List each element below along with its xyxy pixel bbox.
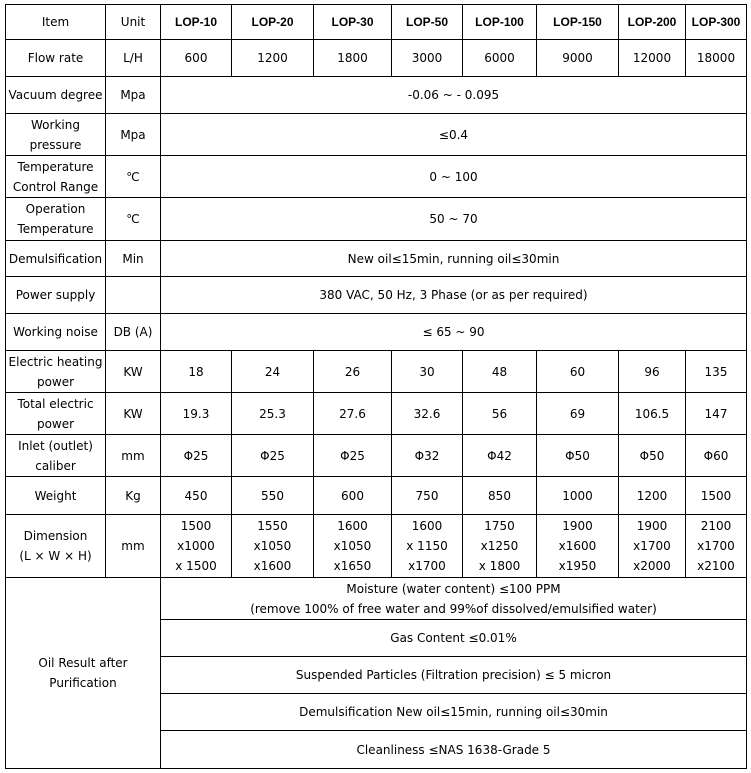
row-label: Weight: [6, 477, 106, 515]
model-header: LOP-300: [686, 5, 747, 40]
value-cell: 12000: [619, 40, 686, 77]
row-unit: mm: [106, 515, 161, 578]
row-label: Demulsification: [6, 241, 106, 277]
value-cell: 3000: [392, 40, 463, 77]
row-label: Flow rate: [6, 40, 106, 77]
row-label: Electric heating power: [6, 351, 106, 393]
moisture-cell: Moisture (water content) ≤100 PPM (remove 100% of free water and 99%of dissolved/emulsified water): [161, 578, 747, 620]
value-cell: Φ25: [161, 435, 232, 477]
value-cell: Φ50: [619, 435, 686, 477]
value-cell: 25.3: [232, 393, 314, 435]
model-header: LOP-10: [161, 5, 232, 40]
row-unit: ℃: [106, 198, 161, 241]
power-supply-row: [6, 277, 747, 314]
value-cell: 60: [537, 351, 619, 393]
value-cell: 9000: [537, 40, 619, 77]
model-header: LOP-200: [619, 5, 686, 40]
row-unit: L/H: [106, 40, 161, 77]
value-cell: 19.3: [161, 393, 232, 435]
merged-value: 50 ~ 70: [161, 198, 747, 241]
demulsification-row: [6, 241, 747, 277]
value-cell: 1000: [537, 477, 619, 515]
row-unit: mm: [106, 435, 161, 477]
value-cell: 550: [232, 477, 314, 515]
flow-rate-row: [6, 40, 747, 77]
model-header: LOP-30: [314, 5, 392, 40]
row-unit: Mpa: [106, 77, 161, 114]
value-cell: 1500: [686, 477, 747, 515]
value-cell: 1800: [314, 40, 392, 77]
merged-value: 0 ~ 100: [161, 156, 747, 198]
value-cell: 56: [463, 393, 537, 435]
value-cell: 48: [463, 351, 537, 393]
row-label: Temperature Control Range: [6, 156, 106, 198]
row-label: Operation Temperature: [6, 198, 106, 241]
value-cell: 26: [314, 351, 392, 393]
model-header: LOP-50: [392, 5, 463, 40]
spec-table: [5, 4, 747, 769]
value-cell: 6000: [463, 40, 537, 77]
dimension-cell: 1500 x1000 x 1500: [161, 515, 232, 578]
value-cell: Φ50: [537, 435, 619, 477]
value-cell: 32.6: [392, 393, 463, 435]
heating-power-row: [6, 351, 747, 393]
cleanliness-cell: Cleanliness ≤NAS 1638-Grade 5: [161, 731, 747, 769]
value-cell: 135: [686, 351, 747, 393]
model-header: LOP-100: [463, 5, 537, 40]
merged-value: ≤0.4: [161, 114, 747, 156]
row-unit: Kg: [106, 477, 161, 515]
row-unit: KW: [106, 393, 161, 435]
gas-content-cell: Gas Content ≤0.01%: [161, 620, 747, 657]
value-cell: 18: [161, 351, 232, 393]
working-pressure-row: [6, 114, 747, 156]
merged-value: 380 VAC, 50 Hz, 3 Phase (or as per required): [161, 277, 747, 314]
value-cell: 600: [161, 40, 232, 77]
value-cell: 850: [463, 477, 537, 515]
value-cell: 106.5: [619, 393, 686, 435]
dimension-cell: 1900 x1600 x1950: [537, 515, 619, 578]
value-cell: 27.6: [314, 393, 392, 435]
row-unit: ℃: [106, 156, 161, 198]
merged-value: New oil≤15min, running oil≤30min: [161, 241, 747, 277]
dimension-cell: 1600 x 1150 x1700: [392, 515, 463, 578]
dimension-cell: 1550 x1050 x1600: [232, 515, 314, 578]
weight-row: [6, 477, 747, 515]
temp-range-row: [6, 156, 747, 198]
row-label: Total electric power: [6, 393, 106, 435]
row-unit: DB (A): [106, 314, 161, 351]
value-cell: Φ32: [392, 435, 463, 477]
value-cell: 750: [392, 477, 463, 515]
dimension-cell: 1600 x1050 x1650: [314, 515, 392, 578]
item-header: Item: [6, 5, 106, 40]
row-label: Dimension (L × W × H): [6, 515, 106, 578]
row-unit: KW: [106, 351, 161, 393]
unit-header: Unit: [106, 5, 161, 40]
total-power-row: [6, 393, 747, 435]
value-cell: Φ25: [232, 435, 314, 477]
dimension-cell: 2100 x1700 x2100: [686, 515, 747, 578]
row-label: Inlet (outlet) caliber: [6, 435, 106, 477]
dimension-cell: 1900 x1700 x2000: [619, 515, 686, 578]
value-cell: 600: [314, 477, 392, 515]
value-cell: 69: [537, 393, 619, 435]
operation-temp-row: [6, 198, 747, 241]
caliber-row: [6, 435, 747, 477]
row-unit: [106, 277, 161, 314]
row-label: Power supply: [6, 277, 106, 314]
merged-value: -0.06 ~ - 0.095: [161, 77, 747, 114]
value-cell: Φ60: [686, 435, 747, 477]
dimension-cell: 1750 x1250 x 1800: [463, 515, 537, 578]
model-header: LOP-20: [232, 5, 314, 40]
oil-demulsification-cell: Demulsification New oil≤15min, running oil≤30min: [161, 694, 747, 731]
row-unit: Mpa: [106, 114, 161, 156]
value-cell: 147: [686, 393, 747, 435]
particles-cell: Suspended Particles (Filtration precision) ≤ 5 micron: [161, 657, 747, 694]
oil-result-label: Oil Result after Purification: [6, 578, 161, 769]
row-label: Vacuum degree: [6, 77, 106, 114]
row-label: Working pressure: [6, 114, 106, 156]
vacuum-row: [6, 77, 747, 114]
value-cell: 96: [619, 351, 686, 393]
value-cell: Φ25: [314, 435, 392, 477]
value-cell: 24: [232, 351, 314, 393]
row-label: Working noise: [6, 314, 106, 351]
value-cell: 30: [392, 351, 463, 393]
merged-value: ≤ 65 ~ 90: [161, 314, 747, 351]
model-header: LOP-150: [537, 5, 619, 40]
header-row: [6, 5, 747, 40]
value-cell: 18000: [686, 40, 747, 77]
value-cell: 1200: [232, 40, 314, 77]
row-unit: Min: [106, 241, 161, 277]
oil-result-row: [6, 578, 747, 620]
noise-row: [6, 314, 747, 351]
value-cell: 450: [161, 477, 232, 515]
dimension-row: [6, 515, 747, 578]
value-cell: Φ42: [463, 435, 537, 477]
value-cell: 1200: [619, 477, 686, 515]
